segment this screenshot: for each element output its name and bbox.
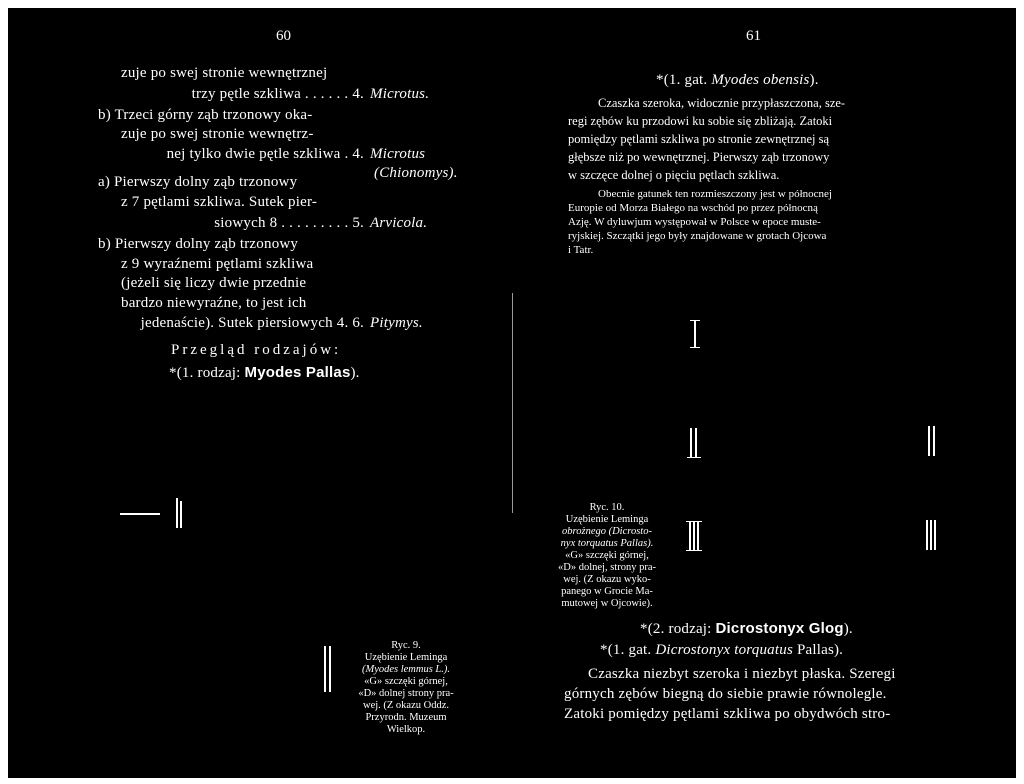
figure-9-caption: Ryc. 9. Uzębienie Leminga (Myodes lemmus L.). «G» szczęki górnej, «D» dolnej strony pra- wej. (Z okazu Oddz. Przyrodn. Muzeum Wielkop.: [358, 640, 454, 735]
book-spread: [8, 8, 1016, 778]
tooth-mark: [695, 428, 697, 458]
closing-line: Zatoki pomiędzy pętlami szkliwa po obydwóch stro-: [564, 706, 891, 722]
tooth-mark: [687, 457, 701, 458]
description-line: pomiędzy pętlami szkliwa po stronie zewnętrznej są: [568, 132, 830, 146]
description-line: w szczęce dolnej o pięciu pętlach szkliwa.: [568, 168, 780, 182]
description-line: regi zębów ku przodowi ku sobie się zbliżają. Zatoki: [568, 114, 833, 128]
key-line: (jeżeli się liczy dwie przednie: [121, 275, 307, 291]
distribution-line: i Tatr.: [568, 244, 594, 256]
species-heading: *(1. gat. Myodes obensis).: [656, 72, 819, 88]
key-line: bardzo niewyraźne, to jest ich: [121, 295, 307, 311]
tooth-mark: [926, 520, 928, 550]
tooth-mark: [933, 426, 935, 456]
distribution-line: Azję. W dyluwjum występował w Polsce w epoce muste-: [568, 216, 821, 228]
tooth-mark: [324, 646, 326, 692]
species-2-heading: *(1. gat. Dicrostonyx torquatus Pallas).: [600, 642, 844, 658]
key-result: Pitymys.: [370, 315, 423, 331]
genus-2-heading: *(2. rodzaj: Dicrostonyx Glog).: [640, 620, 853, 637]
key-line: zuje po swej stronie wewnętrznej: [121, 65, 328, 81]
tooth-mark: [930, 520, 932, 550]
key-line: b) Pierwszy dolny ząb trzonowy: [98, 236, 299, 252]
key-line: jedenaście). Sutek piersiowych 4. 6.: [140, 315, 364, 331]
figure-10-caption: Ryc. 10. Uzębienie Leminga obrożnego (Dicrosto- nyx torquatus Pallas). «G» szczęki górnej, «D» dolnej, strony pra- wej. (Z okazu wyko- panego w Grocie Ma- mutowej w Ojcowie).: [558, 502, 656, 609]
gutter-line: [512, 293, 513, 513]
key-line: nej tylko dwie pętle szkliwa . 4.: [166, 146, 364, 162]
tooth-mark: [690, 428, 692, 458]
key-result: Microtus.: [370, 86, 430, 102]
key-line: b) Trzeci górny ząb trzonowy oka-: [98, 107, 313, 123]
key-line: zuje po swej stronie wewnętrz-: [121, 126, 314, 142]
tooth-mark: [176, 498, 178, 528]
tooth-mark: [686, 521, 702, 522]
tooth-mark: [693, 521, 695, 551]
key-result: Microtus: [370, 146, 426, 162]
left-page-number: 60: [276, 28, 291, 44]
tooth-mark: [180, 501, 182, 528]
genus-heading: *(1. rodzaj: Myodes Pallas).: [169, 364, 360, 381]
distribution-line: Europie od Morza Białego na wschód po przez północną: [568, 202, 818, 214]
tooth-mark: [694, 320, 696, 348]
key-result: (Chionomys).: [374, 165, 458, 181]
key-line: z 9 wyraźnemi pętlami szkliwa: [121, 256, 314, 272]
tooth-mark: [934, 520, 936, 550]
distribution-line: ryjskiej. Szczątki jego były znajdowane w grotach Ojcowa: [568, 230, 827, 242]
section-heading: Przegląd rodzajów:: [171, 342, 342, 358]
tooth-mark: [928, 426, 930, 456]
tooth-mark: [120, 513, 160, 515]
right-page-number: 61: [746, 28, 761, 44]
key-result: Arvicola.: [370, 215, 428, 231]
key-line: a) Pierwszy dolny ząb trzonowy: [98, 174, 298, 190]
tooth-mark: [697, 521, 699, 551]
tooth-mark: [690, 320, 700, 321]
distribution-line: Obecnie gatunek ten rozmieszczony jest w północnej: [598, 188, 832, 200]
description-line: Czaszka szeroka, widocznie przypłaszczona, sze-: [598, 96, 846, 110]
tooth-mark: [689, 521, 691, 551]
key-line: trzy pętle szkliwa . . . . . . 4.: [191, 86, 364, 102]
description-line: głębsze niż po wewnętrznej. Pierwszy ząb trzonowy: [568, 150, 830, 164]
key-line: siowych 8 . . . . . . . . . 5.: [214, 215, 364, 231]
closing-line: górnych zębów biegną do siebie prawie równolegle.: [564, 686, 887, 702]
key-line: z 7 pętlami szkliwa. Sutek pier-: [121, 194, 318, 210]
closing-line: Czaszka niezbyt szeroka i niezbyt płaska. Szeregi: [588, 666, 896, 682]
tooth-mark: [686, 550, 702, 551]
tooth-mark: [329, 646, 331, 692]
tooth-mark: [690, 347, 700, 348]
